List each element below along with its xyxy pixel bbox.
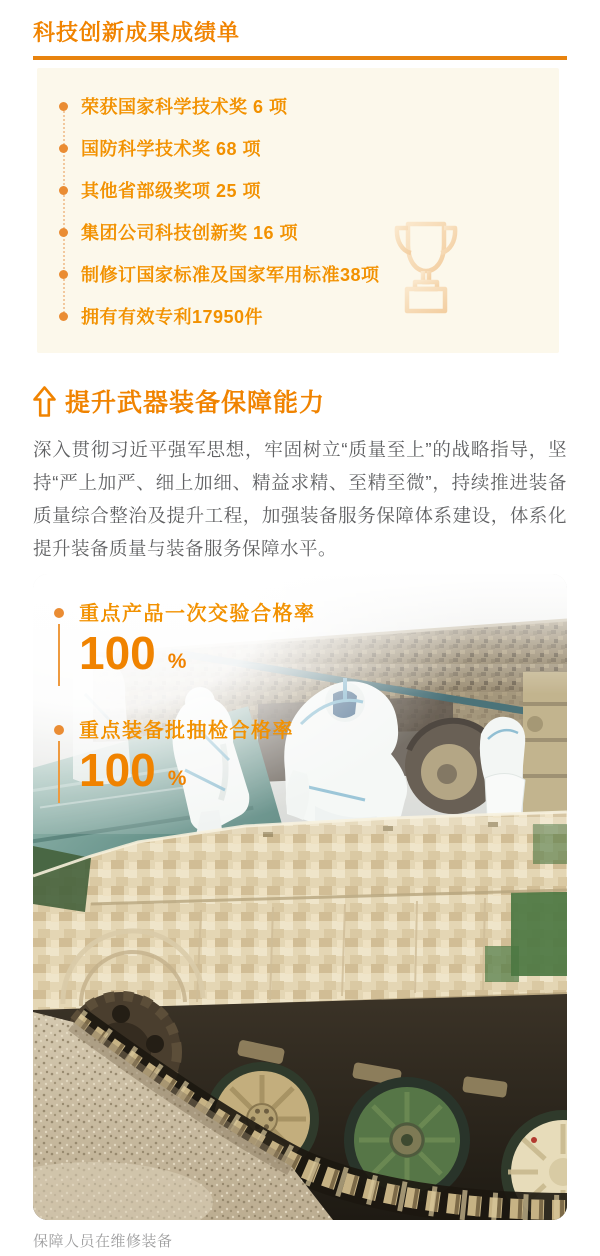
page-title: 科技创新成果成绩单 xyxy=(33,20,241,45)
list-item xyxy=(37,253,559,295)
bullet-dot xyxy=(59,102,68,111)
stat-connector-line xyxy=(58,624,60,686)
achievement-text: 其他省部级奖项 25 项 xyxy=(81,181,262,201)
achievement-list xyxy=(37,85,559,337)
bullet-dot xyxy=(59,312,68,321)
list-item xyxy=(37,85,559,127)
up-arrow-icon xyxy=(33,386,56,417)
bullet-dot xyxy=(59,144,68,153)
section-heading xyxy=(33,384,567,418)
stat-block-sampling-pass-rate xyxy=(54,714,354,794)
stat-label: 重点装备批抽检合格率 xyxy=(79,720,294,742)
trophy-icon xyxy=(393,219,459,315)
stat-unit: % xyxy=(167,767,187,790)
section-title: 提升武器装备保障能力 xyxy=(65,389,326,417)
stat-bullet-dot xyxy=(54,608,64,618)
stat-bullet-dot xyxy=(54,725,64,735)
page xyxy=(0,16,600,1251)
list-item xyxy=(37,127,559,169)
stat-block-delivery-pass-rate xyxy=(54,597,354,677)
stat-connector-line xyxy=(58,741,60,803)
stat-value: 100 xyxy=(79,627,156,679)
bullet-dot xyxy=(59,228,68,237)
bullet-dot xyxy=(59,186,68,195)
stat-value-row xyxy=(79,746,354,794)
stat-value: 100 xyxy=(79,744,156,796)
achievement-text: 荣获国家科学技术奖 6 项 xyxy=(81,97,288,117)
achievement-text: 国防科学技术奖 68 项 xyxy=(81,139,262,159)
bullet-dot xyxy=(59,270,68,279)
stat-unit: % xyxy=(167,650,187,673)
list-item xyxy=(37,211,559,253)
list-item xyxy=(37,295,559,337)
list-item xyxy=(37,169,559,211)
achievement-text: 拥有有效专利17950件 xyxy=(81,307,264,327)
stat-label: 重点产品一次交验合格率 xyxy=(79,603,316,625)
stat-value-row xyxy=(79,629,354,677)
achievement-text: 集团公司科技创新奖 16 项 xyxy=(81,223,299,243)
equipment-photo xyxy=(33,574,567,1220)
achievement-panel xyxy=(37,68,559,353)
title-divider xyxy=(33,56,567,60)
achievement-text: 制修订国家标准及国家军用标准38项 xyxy=(81,265,380,285)
section-body: 深入贯彻习近平强军思想，牢固树立“质量至上”的战略指导，坚持“严上加严、细上加细、精益求精、至精至微”，持续推进装备质量综合整治及提升工程，加强装备服务保障体系建设，体系化提升装备质量与装备服务保障水平。 xyxy=(33,439,567,559)
photo-caption: 保障人员在维修装备 xyxy=(33,1233,173,1250)
